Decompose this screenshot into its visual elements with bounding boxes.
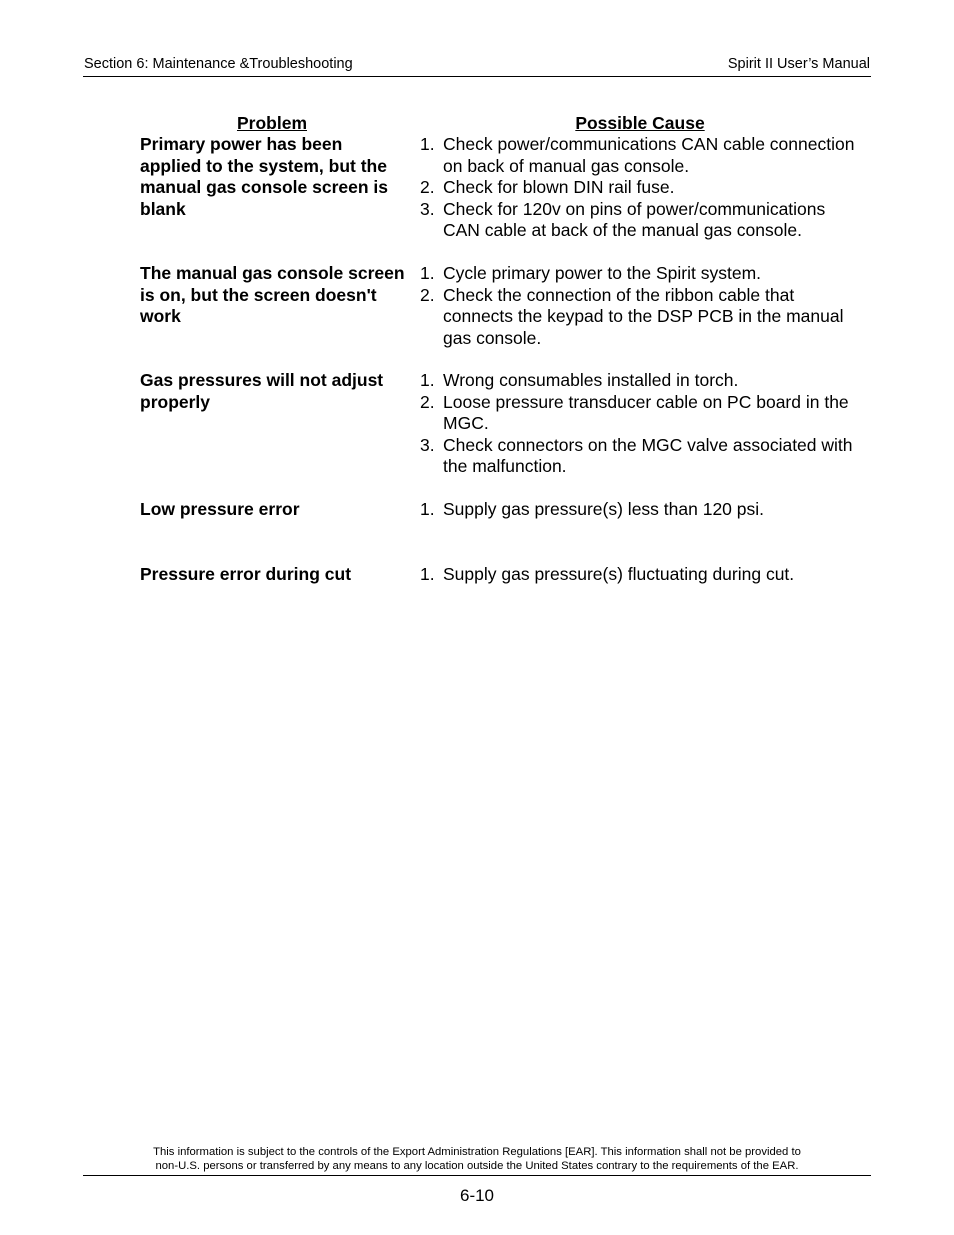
cause-number: 1. <box>420 134 435 154</box>
cause-list <box>420 564 860 586</box>
cause-list <box>420 134 860 242</box>
problem-column-heading: Problem <box>236 113 308 133</box>
cause-item <box>420 263 860 285</box>
page-number: 6-10 <box>459 1186 495 1205</box>
cause-list <box>420 370 860 478</box>
cause-number: 2. <box>420 284 435 305</box>
cause-text: Loose pressure transducer cable on PC board in the MGC. <box>443 391 849 433</box>
page-header <box>83 56 871 77</box>
cause-item <box>420 392 860 435</box>
cause-number: 1. <box>420 499 435 519</box>
footer-divider <box>83 1175 871 1176</box>
export-control-notice <box>83 1145 871 1173</box>
cause-item <box>420 564 860 586</box>
cause-number: 1. <box>420 564 435 584</box>
cause-text: Check connectors on the MGC valve associated with the malfunction. <box>443 434 853 476</box>
cause-text: Check for 120v on pins of power/communications CAN cable at back of the manual gas console. <box>443 198 826 240</box>
cause-item <box>420 134 860 177</box>
cause-number: 3. <box>420 434 435 455</box>
cause-text: Check for blown DIN rail fuse. <box>443 177 675 197</box>
cause-item <box>420 435 860 478</box>
cause-list <box>420 499 860 521</box>
cause-item <box>420 177 860 199</box>
cause-item <box>420 499 860 521</box>
header-manual-title: Spirit II User’s Manual <box>727 56 870 72</box>
cause-text: Supply gas pressure(s) less than 120 psi. <box>443 499 764 519</box>
problem-text: Primary power has been applied to the system, but the manual gas console screen is blank <box>140 134 389 219</box>
problem-text: The manual gas console screen is on, but the screen doesn't work <box>140 263 405 326</box>
cause-text: Cycle primary power to the Spirit system. <box>443 263 762 283</box>
problem-text: Pressure error during cut <box>140 564 352 584</box>
cause-number: 1. <box>420 263 435 283</box>
cause-text: Supply gas pressure(s) fluctuating during cut. <box>443 564 795 584</box>
cause-number: 2. <box>420 177 435 197</box>
cause-item <box>420 199 860 242</box>
cause-number: 3. <box>420 198 435 219</box>
cause-item <box>420 370 860 392</box>
cause-item <box>420 285 860 350</box>
export-notice-line: This information is subject to the controls of the Export Administration Regulations [EAR]. This information shall not be provided to <box>153 1146 801 1158</box>
cause-list <box>420 263 860 349</box>
cause-column-heading: Possible Cause <box>575 113 705 133</box>
problem-text: Gas pressures will not adjust properly <box>140 370 384 412</box>
problem-text: Low pressure error <box>140 499 300 519</box>
cause-text: Wrong consumables installed in torch. <box>443 370 739 390</box>
cause-number: 2. <box>420 391 435 412</box>
header-section-title: Section 6: Maintenance &Troubleshooting <box>84 56 353 72</box>
cause-number: 1. <box>420 370 435 390</box>
cause-text: Check the connection of the ribbon cable that connects the keypad to the DSP PCB in the manual gas console. <box>443 284 844 348</box>
cause-text: Check power/communications CAN cable connection on back of manual gas console. <box>443 134 855 176</box>
export-notice-line: non-U.S. persons or transferred by any means to any location outside the United States contrary to the requirements of the EAR. <box>155 1160 799 1172</box>
